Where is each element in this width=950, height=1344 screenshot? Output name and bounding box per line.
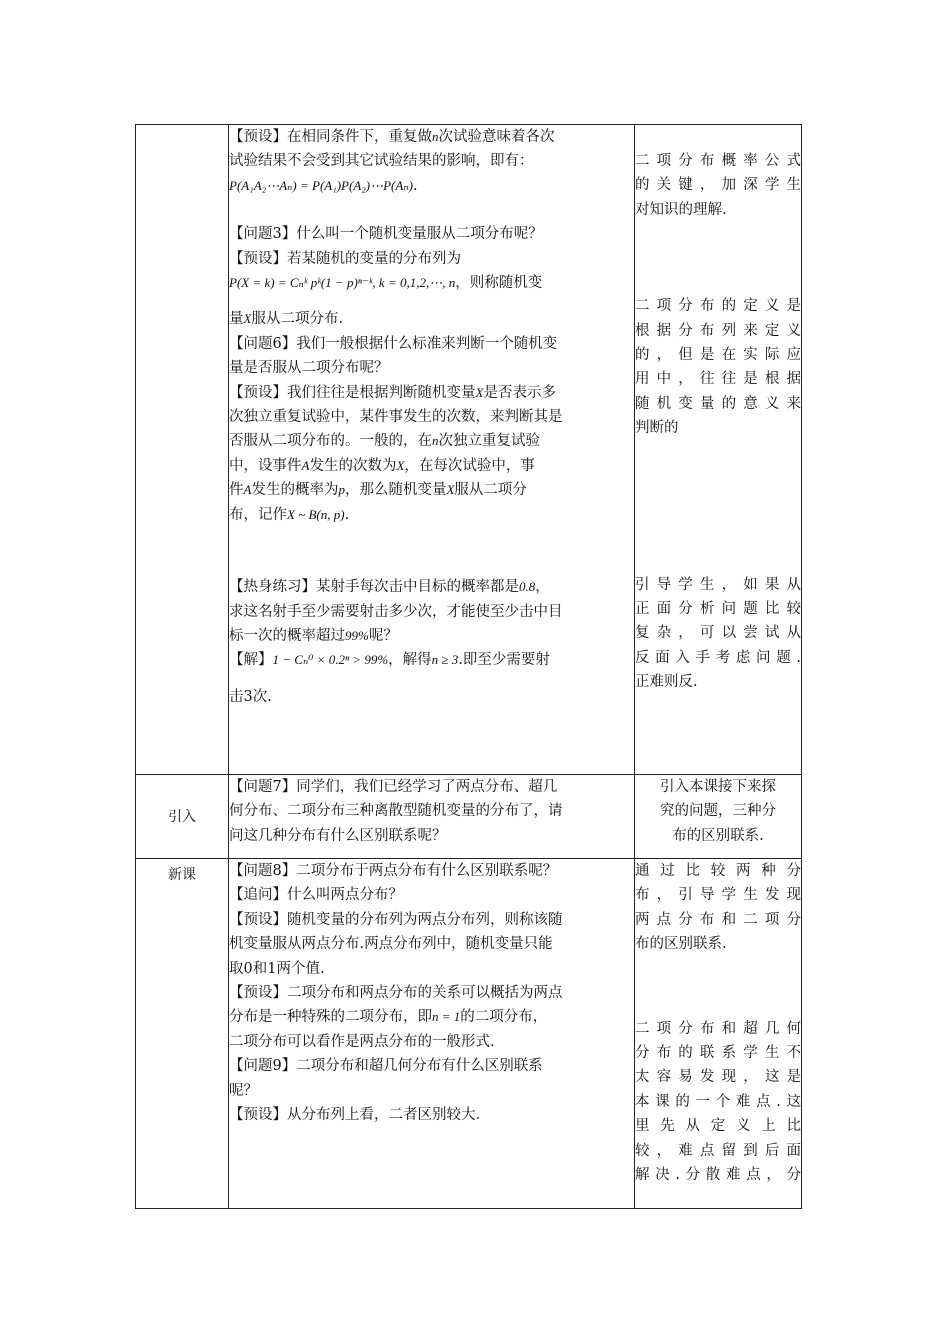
note-line: 二项分布的定义是 [635,298,801,315]
content-cell [229,775,635,859]
formula-solution: 1 − Cₙ⁰ × 0.2ⁿ > 99% [272,652,389,668]
text-line: 二项分布可以看作是两点分布的一般形式. [229,1033,495,1050]
math-var: n [432,129,439,144]
text-line: 否服从二项分布的。一般的，在n次独立重复试验 [229,433,540,450]
text-line: 【预设】在相同条件下，重复做n次试验意味着各次 [229,129,555,145]
text-line: 次独立重复试验中，某件事发生的次数，来判断其是 [229,409,563,426]
note-line: 随机变量的意义来 [635,395,801,412]
text-line: 【问题7】同学们，我们已经学习了两点分布、超几 [229,779,558,795]
note-line: 正面分析问题比较 [635,601,801,618]
text-line: 【预设】若某随机的变量的分布列为 [229,250,461,267]
lesson-plan-table [135,124,802,1209]
note-line: 二项分布和超几何 [635,1020,801,1037]
text-line: 标一次的概率超过99%呢？ [229,627,398,644]
table-row [136,125,802,775]
text-line: 分布是一种特殊的二项分布，即n = 1的二项分布， [229,1009,548,1026]
table-row [136,775,802,859]
note-line: 究的问题，三种分 [660,803,776,820]
note-line: 较，难点留到后面 [635,1142,801,1159]
content-cell [229,859,635,1209]
text-line: 【问题3】什么叫一个随机变量服从二项分布呢？ [229,226,543,243]
formula-independence: P(A₁A₂⋯Aₙ) = P(A₁)P(A₂)⋯P(Aₙ) [229,177,413,193]
stage-label: 引入 [168,808,196,825]
text-line: 量X服从二项分布. [229,311,344,328]
note-line: 对知识的理解. [635,201,727,218]
note-line: 反面入手考虑问题. [635,649,801,666]
text-line: 布，记作X ~ B(n, p). [229,506,350,523]
text-line: P(X = k) = Cₙᵏ pᵏ(1 − p)ⁿ⁻ᵏ, k = 0,1,2,⋯, n，则称随机变 [229,275,543,292]
note-line: 两点分布和二项分 [635,911,801,928]
text-line: 【追问】什么叫两点分布？ [229,887,403,904]
formula-binomial: P(X = k) = Cₙᵏ pᵏ(1 − p)ⁿ⁻ᵏ, k = 0,1,2,⋯, n [229,275,456,291]
notes-cell [635,775,802,859]
text-line: 件A发生的概率为p，那么随机变量X服从二项分 [229,482,527,499]
stage-cell [136,775,229,859]
text-line: 【预设】我们往往是根据判断随机变量X是否表示多 [229,384,556,401]
note-line: 布的区别联系. [635,936,727,953]
note-line: 判断的 [635,420,679,437]
text-line: 【解】1 − Cₙ⁰ × 0.2ⁿ > 99%，解得n ≥ 3.即至少需要射 [229,652,550,669]
stage-label: 新课 [168,867,196,883]
text-line: P(A₁A₂⋯Aₙ) = P(A₁)P(A₂)⋯P(Aₙ). [229,177,418,194]
text-line: 【问题9】二项分布和超几何分布有什么区别联系 [229,1058,543,1075]
note-line: 太容易发现，这是 [635,1069,801,1086]
note-line: 复杂，可以尝试从 [635,625,801,642]
text-line: 【预设】从分布列上看，二者区别较大. [229,1107,481,1124]
text-line: 机变量服从两点分布.两点分布列中，随机变量只能 [229,936,553,953]
text-line: 呢？ [229,1082,258,1099]
text-line: 取0和1两个值. [229,960,325,977]
notes-cell [635,125,802,775]
note-line: 引导学生，如果从 [635,576,801,593]
text-line: 【问题6】我们一般根据什么标准来判断一个随机变 [229,335,558,352]
formula-binomial-notation: X ~ B(n, p) [287,506,345,522]
note-line: 引入本课接下来探 [660,779,776,795]
note-line: 本课的一个难点.这 [635,1093,801,1110]
text-line: 【问题8】二项分布于两点分布有什么区别联系呢？ [229,863,558,879]
note-line: 布，引导学生发现 [635,887,801,904]
text-line: 问这几种分布有什么区别联系呢？ [229,827,447,844]
note-line: 布的区别联系. [672,827,764,844]
text-line: 【预设】随机变量的分布列为两点分布列，则称该随 [229,911,563,928]
text-line: 何分布、二项分布三种离散型随机变量的分布了，请 [229,803,563,820]
text-line: 中，设事件A发生的次数为X，在每次试验中，事 [229,457,535,474]
text-line: 【热身练习】某射手每次击中目标的概率都是0.8， [229,579,550,596]
stage-cell [136,125,229,775]
note-line: 二项分布概率公式 [635,153,801,169]
text-line: 量是否服从二项分布呢？ [229,360,389,377]
text-line: 求这名射手至少需要射击多少次，才能使至少击中目 [229,603,563,620]
text-line: 试验结果不会受到其它试验结果的影响，即有： [229,153,534,170]
note-line: 根据分布列来定义 [635,322,801,339]
text-line: 击3次. [229,688,272,705]
stage-cell [136,859,229,1209]
content-cell [229,125,635,775]
note-line: 的，但是在实际应 [635,347,801,364]
text-line: 【预设】二项分布和两点分布的关系可以概括为两点 [229,985,563,1002]
note-line: 解决.分散难点，分 [635,1167,801,1184]
note-line: 用中，往往是根据 [635,371,801,388]
note-line: 里先从定义上比 [635,1118,801,1135]
notes-cell [635,859,802,1209]
note-line: 分布的联系学生不 [635,1045,801,1062]
note-line: 的关键，加深学生 [635,177,801,194]
table-row [136,859,802,1209]
note-line: 正难则反. [635,674,698,691]
note-line: 通过比较两种分 [635,863,801,879]
